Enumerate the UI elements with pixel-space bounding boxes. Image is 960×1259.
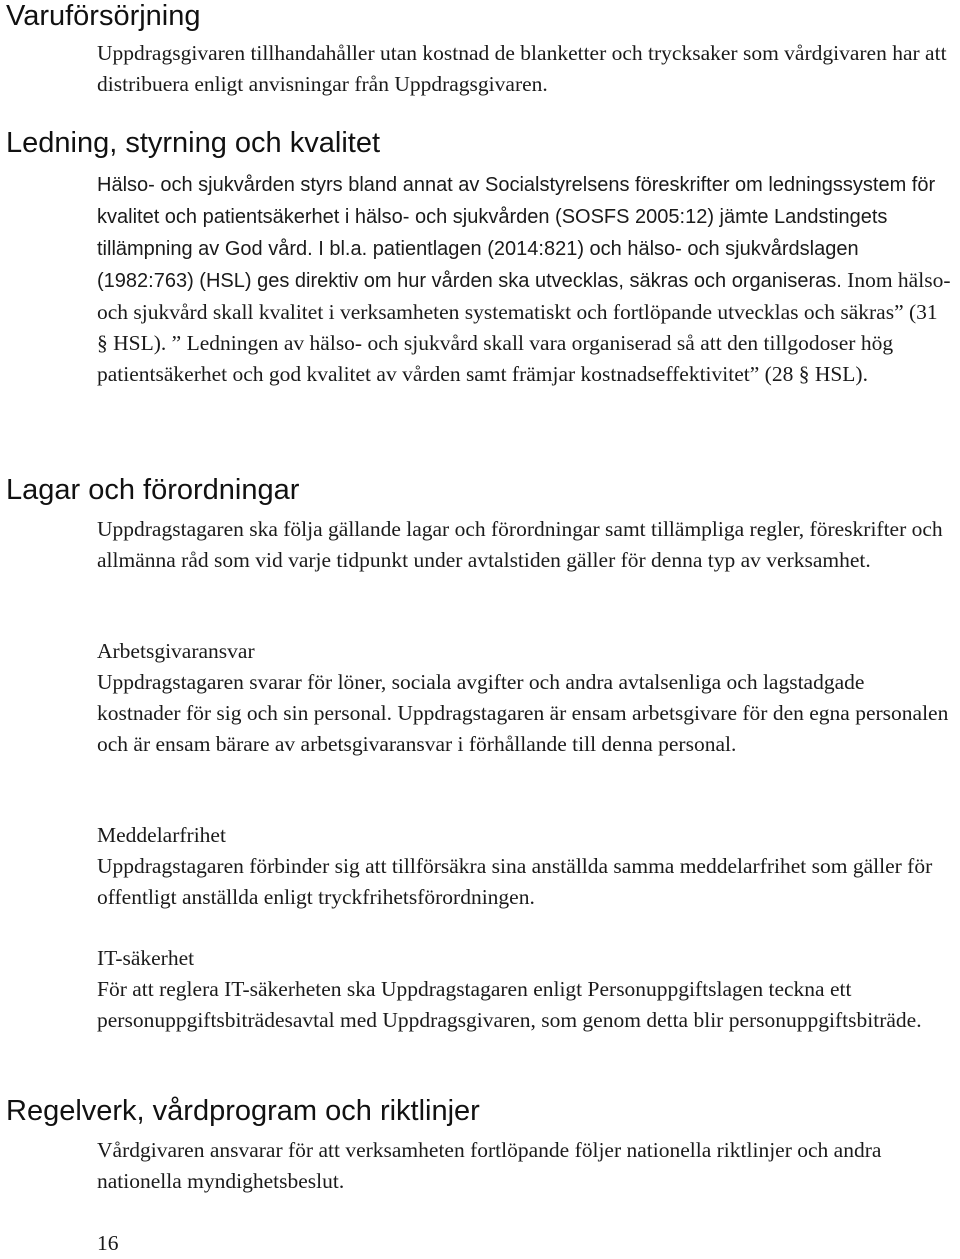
subheading-meddelarfrihet: Meddelarfrihet <box>97 823 226 847</box>
ledning-text-serif: Inom hälso- och sjukvård skall kvalitet i verksamheten systematiskt och fortlöpande utvecklas och säkras” (31 § HSL). ” Ledningen av hälso- och sjukvård skall vara organiserad så att den tillgodoser hög patientsäkerhet och god kvalitet av vården samt främjar kostnadseffektivitet” (28 § HSL). <box>97 268 951 386</box>
ledning-text-sans: Hälso- och sjukvården styrs bland annat av Socialstyrelsens föreskrifter om ledningssystem för kvalitet och patientsäkerhet i hälso- och sjukvården (SOSFS 2005:12) jämte Landstingets tillämpning av God vård. I bl.a. patientlagen (2014:821) och hälso- och sjukvårdslagen (1982:763) (HSL) ges direktiv om hur vården ska utvecklas, säkras och organiseras. <box>97 174 936 292</box>
heading-ledning: Ledning, styrning och kvalitet <box>6 127 380 159</box>
paragraph-ledning <box>97 169 953 390</box>
heading-lagar: Lagar och förordningar <box>6 474 300 506</box>
paragraph-regelverk: Vårdgivaren ansvarar för att verksamheten fortlöpande följer nationella riktlinjer och andra nationella myndighetsbeslut. <box>97 1138 882 1193</box>
page-number: 16 <box>97 1231 119 1255</box>
subheading-arbetsgivaransvar: Arbetsgivaransvar <box>97 639 255 663</box>
heading-regelverk: Regelverk, vårdprogram och riktlinjer <box>6 1095 480 1127</box>
paragraph-arbetsgivaransvar: Uppdragstagaren svarar för löner, sociala avgifter och andra avtalsenliga och lagstadgade kostnader för sig och sin personal. Uppdragstagaren är ensam arbetsgivare för den egna personalen och är ensam bärare av arbetsgivaransvar i förhållande till denna personal. <box>97 670 949 756</box>
paragraph-lagar: Uppdragstagaren ska följa gällande lagar och förordningar samt tillämpliga regler, föreskrifter och allmänna råd som vid varje tidpunkt under avtalstiden gäller för denna typ av verksamhet. <box>97 517 943 572</box>
subheading-it-sakerhet: IT-säkerhet <box>97 946 195 970</box>
paragraph-varuforsorjning: Uppdragsgivaren tillhandahåller utan kostnad de blanketter och trycksaker som vårdgivaren har att distribuera enligt anvisningar från Uppdragsgivaren. <box>97 41 947 96</box>
heading-varuforsorjning: Varuförsörjning <box>6 0 201 32</box>
paragraph-meddelarfrihet: Uppdragstagaren förbinder sig att tillförsäkra sina anställda samma meddelarfrihet som gäller för offentligt anställda enligt tryckfrihetsförordningen. <box>97 854 933 909</box>
paragraph-it-sakerhet: För att reglera IT-säkerheten ska Uppdragstagaren enligt Personuppgiftslagen teckna ett personuppgiftsbiträdesavtal med Uppdragsgivaren, som genom detta blir personuppgiftsbiträde. <box>97 977 922 1032</box>
